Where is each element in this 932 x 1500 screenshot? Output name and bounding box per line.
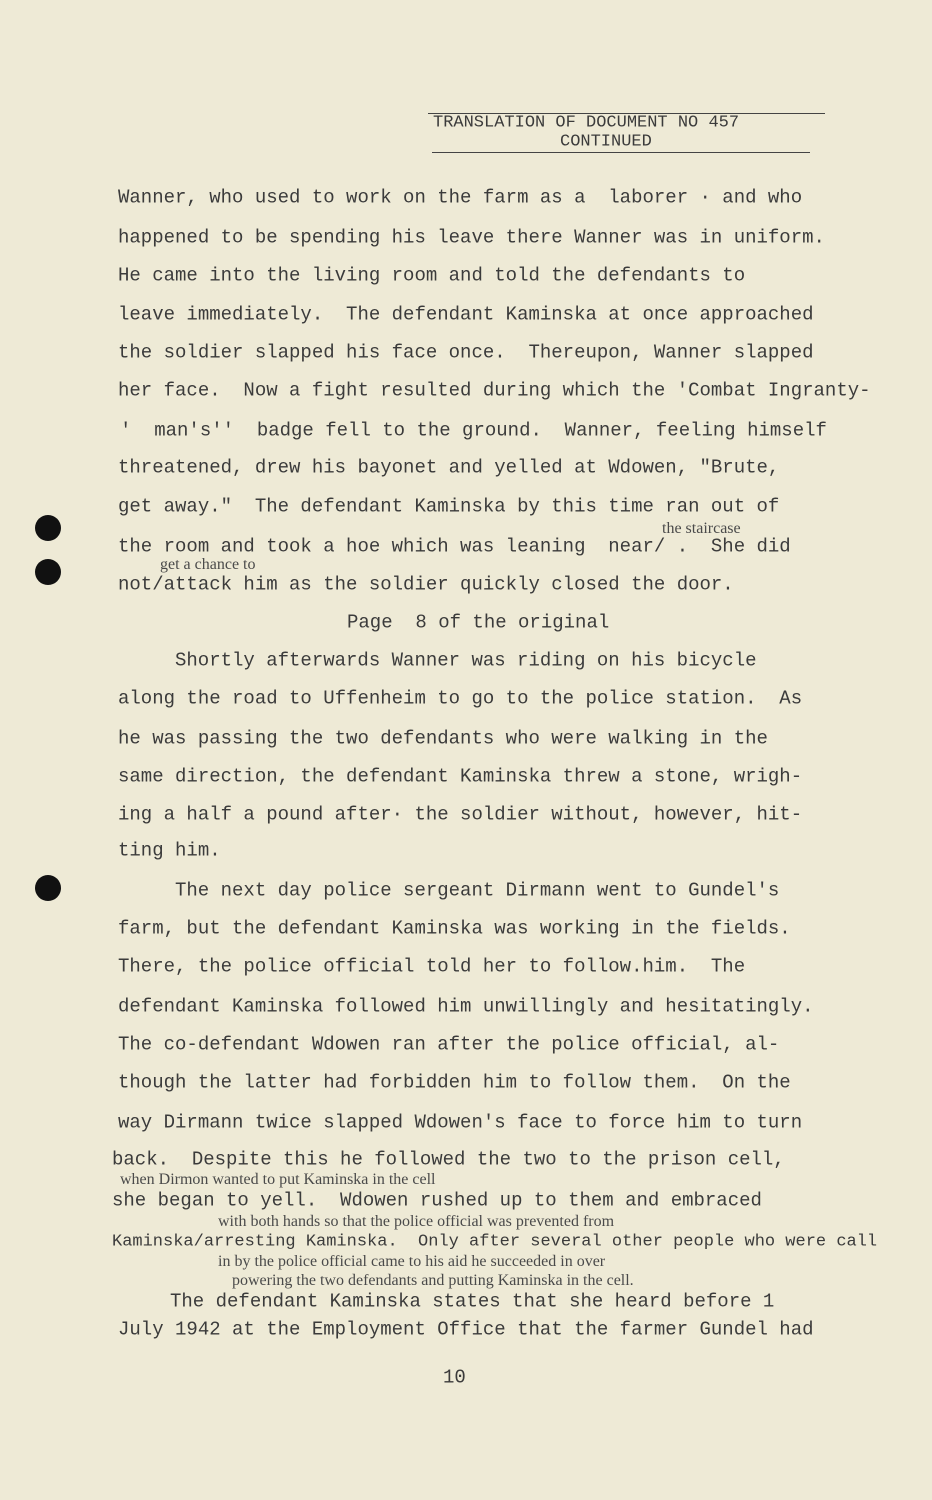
text-line: farm, but the defendant Kaminska was working in the fields. bbox=[118, 917, 791, 940]
punch-hole bbox=[35, 875, 61, 901]
text-line: There, the police official told her to follow.him. The bbox=[118, 955, 746, 978]
text-line: ting him. bbox=[118, 839, 221, 862]
header-rule-bottom bbox=[432, 152, 810, 153]
text-line: her face. Now a fight resulted during which the 'Combat Ingranty- bbox=[118, 379, 871, 402]
typed-insertion: with both hands so that the police official was prevented from bbox=[218, 1213, 615, 1230]
punch-hole bbox=[35, 515, 61, 541]
text-line: she began to yell. Wdowen rushed up to them and embraced bbox=[112, 1189, 762, 1212]
text-line: way Dirmann twice slapped Wdowen's face to force him to turn bbox=[118, 1111, 803, 1134]
page-number: 10 bbox=[443, 1366, 466, 1389]
handwritten-insertion: the staircase bbox=[662, 520, 741, 537]
text-line: defendant Kaminska followed him unwillingly and hesitatingly. bbox=[118, 995, 814, 1018]
text-line: July 1942 at the Employment Office that the farmer Gundel had bbox=[118, 1318, 814, 1341]
text-line: The next day police sergeant Dirmann went to Gundel's bbox=[175, 879, 780, 902]
punch-hole bbox=[35, 559, 61, 585]
text-line: not/attack him as the soldier quickly closed the door. bbox=[118, 573, 734, 596]
document-subtitle: CONTINUED bbox=[560, 132, 652, 152]
original-page-reference: Page 8 of the original bbox=[347, 611, 610, 634]
text-line: leave immediately. The defendant Kaminska at once approached bbox=[118, 303, 814, 326]
text-line: happened to be spending his leave there Wanner was in uniform. bbox=[118, 226, 825, 249]
handwritten-insertion: when Dirmon wanted to put Kaminska in the cell bbox=[120, 1171, 436, 1188]
document-title: TRANSLATION OF DOCUMENT NO 457 bbox=[433, 113, 740, 133]
typed-insertion: powering the two defendants and putting Kaminska in the cell. bbox=[232, 1272, 634, 1289]
text-line: ing a half a pound after· the soldier without, however, hit- bbox=[118, 803, 803, 826]
text-line: Shortly afterwards Wanner was riding on his bicycle bbox=[175, 649, 757, 672]
text-line: Kaminska/arresting Kaminska. Only after several other people who were call bbox=[112, 1232, 878, 1252]
handwritten-insertion: get a chance to bbox=[160, 556, 256, 573]
text-line: The co-defendant Wdowen ran after the police official, al- bbox=[118, 1033, 780, 1056]
text-line: along the road to Uffenheim to go to the police station. As bbox=[118, 687, 803, 710]
text-line: threatened, drew his bayonet and yelled at Wdowen, "Brute, bbox=[118, 456, 780, 479]
text-line: he was passing the two defendants who were walking in the bbox=[118, 727, 768, 750]
text-line: He came into the living room and told the defendants to bbox=[118, 264, 746, 287]
text-line: the soldier slapped his face once. Thereupon, Wanner slapped bbox=[118, 341, 814, 364]
text-line: though the latter had forbidden him to follow them. On the bbox=[118, 1071, 791, 1094]
text-line: back. Despite this he followed the two to the prison cell, bbox=[112, 1148, 785, 1171]
typed-insertion: in by the police official came to his aid he succeeded in over bbox=[218, 1253, 606, 1270]
text-line: same direction, the defendant Kaminska threw a stone, wrigh- bbox=[118, 765, 803, 788]
text-line: the room and took a hoe which was leaning near/ . She did bbox=[118, 535, 791, 558]
text-line: The defendant Kaminska states that she heard before 1 bbox=[170, 1290, 775, 1313]
text-line: ' man's'' badge fell to the ground. Wanner, feeling himself bbox=[120, 419, 827, 442]
text-line: Wanner, who used to work on the farm as a laborer · and who bbox=[118, 186, 803, 209]
text-line: get away." The defendant Kaminska by this time ran out of bbox=[118, 495, 780, 518]
